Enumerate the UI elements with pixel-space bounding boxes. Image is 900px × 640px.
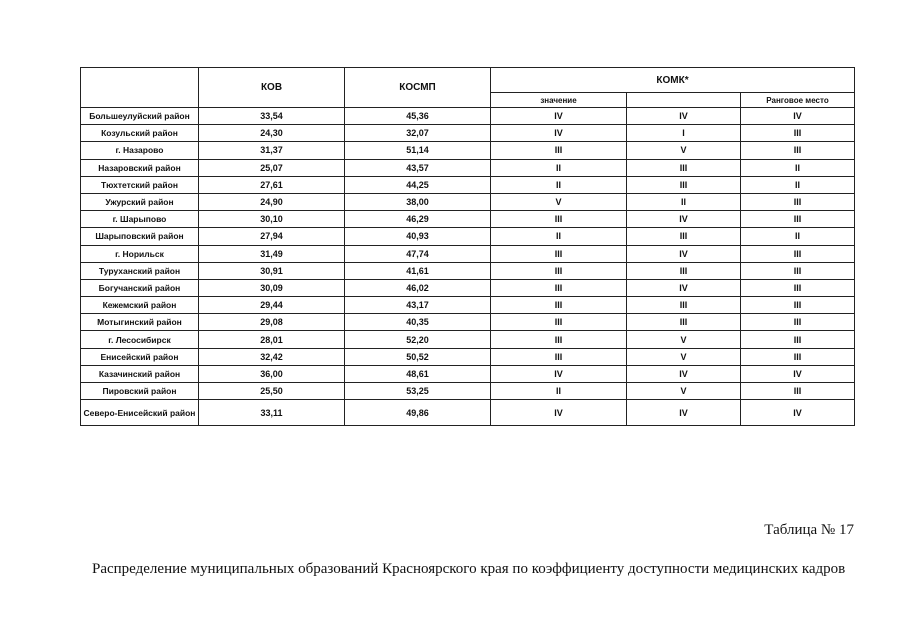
table-caption: Распределение муниципальных образований Красноярского края по коэффициенту доступности медицинских кадров [92, 561, 846, 577]
cell-value: IV [491, 365, 627, 382]
cell-rank: III [741, 314, 855, 331]
header-blank-sub [627, 93, 741, 108]
cell-kov: 29,44 [199, 297, 345, 314]
cell-name: Мотыгинский район [81, 314, 199, 331]
cell-kosmp: 49,86 [345, 400, 491, 426]
cell-mid: III [627, 314, 741, 331]
cell-mid: IV [627, 108, 741, 125]
table-row [81, 176, 855, 193]
cell-kosmp: 53,25 [345, 383, 491, 400]
cell-mid: V [627, 383, 741, 400]
cell-kov: 30,09 [199, 279, 345, 296]
cell-name: г. Норильск [81, 245, 199, 262]
cell-value: III [491, 142, 627, 159]
cell-kosmp: 38,00 [345, 193, 491, 210]
cell-value: II [491, 383, 627, 400]
cell-kov: 36,00 [199, 365, 345, 382]
cell-mid: IV [627, 245, 741, 262]
cell-mid: V [627, 142, 741, 159]
cell-name: Северо-Енисейский район [81, 400, 199, 426]
cell-name: Богучанский район [81, 279, 199, 296]
table-row [81, 279, 855, 296]
table-row [81, 193, 855, 210]
cell-value: III [491, 348, 627, 365]
cell-name: Тюхтетский район [81, 176, 199, 193]
table-row [81, 365, 855, 382]
table-body [81, 108, 855, 426]
cell-kosmp: 50,52 [345, 348, 491, 365]
cell-kov: 32,42 [199, 348, 345, 365]
cell-kosmp: 43,17 [345, 297, 491, 314]
cell-name: Большеулуйский район [81, 108, 199, 125]
table-row [81, 314, 855, 331]
cell-kosmp: 46,29 [345, 211, 491, 228]
cell-kosmp: 40,93 [345, 228, 491, 245]
cell-value: III [491, 279, 627, 296]
cell-rank: III [741, 383, 855, 400]
cell-kosmp: 46,02 [345, 279, 491, 296]
cell-name: Кежемский район [81, 297, 199, 314]
cell-name: Туруханский район [81, 262, 199, 279]
cell-mid: III [627, 228, 741, 245]
cell-kosmp: 45,36 [345, 108, 491, 125]
cell-value: IV [491, 125, 627, 142]
cell-name: г. Лесосибирск [81, 331, 199, 348]
cell-value: III [491, 331, 627, 348]
header-blank [81, 68, 199, 108]
cell-mid: IV [627, 211, 741, 228]
cell-rank: III [741, 193, 855, 210]
table-row [81, 400, 855, 426]
cell-name: Енисейский район [81, 348, 199, 365]
cell-kosmp: 43,57 [345, 159, 491, 176]
cell-kov: 28,01 [199, 331, 345, 348]
cell-rank: II [741, 228, 855, 245]
cell-rank: IV [741, 400, 855, 426]
cell-name: г. Назарово [81, 142, 199, 159]
cell-value: IV [491, 400, 627, 426]
cell-rank: II [741, 176, 855, 193]
cell-name: Назаровский район [81, 159, 199, 176]
table-row [81, 331, 855, 348]
cell-rank: III [741, 297, 855, 314]
cell-name: Козульский район [81, 125, 199, 142]
cell-kov: 31,49 [199, 245, 345, 262]
cell-value: V [491, 193, 627, 210]
cell-kov: 27,94 [199, 228, 345, 245]
cell-rank: II [741, 159, 855, 176]
cell-mid: I [627, 125, 741, 142]
cell-value: II [491, 176, 627, 193]
cell-rank: IV [741, 365, 855, 382]
cell-value: III [491, 297, 627, 314]
cell-value: II [491, 159, 627, 176]
header-komk: КОМК* [491, 68, 855, 93]
cell-mid: V [627, 348, 741, 365]
table-row [81, 297, 855, 314]
cell-kov: 24,90 [199, 193, 345, 210]
table-row [81, 348, 855, 365]
cell-name: Ужурский район [81, 193, 199, 210]
table-row [81, 228, 855, 245]
cell-kosmp: 44,25 [345, 176, 491, 193]
cell-kosmp: 32,07 [345, 125, 491, 142]
cell-kov: 30,91 [199, 262, 345, 279]
cell-mid: IV [627, 365, 741, 382]
cell-value: III [491, 314, 627, 331]
table-row [81, 125, 855, 142]
table-row [81, 142, 855, 159]
table-row [81, 383, 855, 400]
cell-kov: 33,54 [199, 108, 345, 125]
cell-kov: 25,50 [199, 383, 345, 400]
table-row [81, 211, 855, 228]
table-row [81, 245, 855, 262]
cell-kosmp: 52,20 [345, 331, 491, 348]
header-kosmp: КОСМП [345, 68, 491, 108]
cell-rank: III [741, 211, 855, 228]
cell-kosmp: 47,74 [345, 245, 491, 262]
cell-value: IV [491, 108, 627, 125]
cell-kosmp: 48,61 [345, 365, 491, 382]
header-kov: КОВ [199, 68, 345, 108]
cell-kosmp: 41,61 [345, 262, 491, 279]
cell-value: II [491, 228, 627, 245]
cell-mid: III [627, 159, 741, 176]
cell-kosmp: 51,14 [345, 142, 491, 159]
cell-mid: IV [627, 279, 741, 296]
cell-name: Пировский район [81, 383, 199, 400]
cell-value: III [491, 262, 627, 279]
cell-rank: III [741, 125, 855, 142]
cell-rank: III [741, 331, 855, 348]
cell-name: Шарыповский район [81, 228, 199, 245]
cell-value: III [491, 245, 627, 262]
cell-mid: II [627, 193, 741, 210]
cell-rank: III [741, 245, 855, 262]
header-value: значение [491, 93, 627, 108]
table-row [81, 159, 855, 176]
cell-mid: III [627, 262, 741, 279]
cell-kov: 31,37 [199, 142, 345, 159]
cell-kov: 33,11 [199, 400, 345, 426]
cell-kov: 29,08 [199, 314, 345, 331]
cell-mid: III [627, 297, 741, 314]
table-number: Таблица № 17 [764, 522, 854, 538]
cell-name: г. Шарыпово [81, 211, 199, 228]
cell-kov: 30,10 [199, 211, 345, 228]
cell-name: Казачинский район [81, 365, 199, 382]
cell-kosmp: 40,35 [345, 314, 491, 331]
table-row [81, 108, 855, 125]
cell-mid: IV [627, 400, 741, 426]
cell-rank: III [741, 348, 855, 365]
cell-kov: 24,30 [199, 125, 345, 142]
cell-value: III [491, 211, 627, 228]
cell-rank: III [741, 262, 855, 279]
cell-mid: V [627, 331, 741, 348]
table-row [81, 262, 855, 279]
data-table [80, 67, 855, 426]
header-rank: Ранговое место [741, 93, 855, 108]
cell-mid: III [627, 176, 741, 193]
cell-rank: III [741, 279, 855, 296]
cell-kov: 27,61 [199, 176, 345, 193]
cell-rank: IV [741, 108, 855, 125]
cell-kov: 25,07 [199, 159, 345, 176]
cell-rank: III [741, 142, 855, 159]
